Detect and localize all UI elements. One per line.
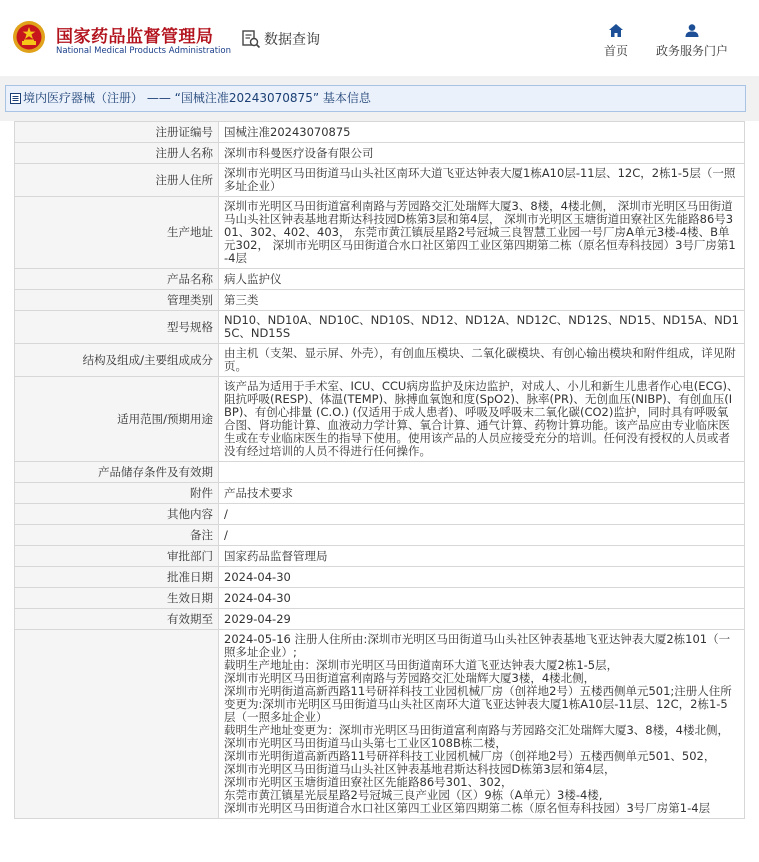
table-row xyxy=(15,290,745,311)
detail-table xyxy=(14,121,745,819)
table-row xyxy=(15,269,745,290)
field-label: 注册证编号 xyxy=(15,122,219,143)
table-row xyxy=(15,588,745,609)
list-icon xyxy=(10,93,21,104)
table-row xyxy=(15,344,745,377)
field-label: 备注 xyxy=(15,525,219,546)
field-label: 结构及组成/主要组成成分 xyxy=(15,344,219,377)
table-row xyxy=(15,525,745,546)
field-label: 产品储存条件及有效期 xyxy=(15,462,219,483)
field-value: 国家药品监督管理局 xyxy=(219,546,745,567)
table-row xyxy=(15,462,745,483)
field-label: 产品名称 xyxy=(15,269,219,290)
nav-portal-label: 政务服务门户 xyxy=(656,44,729,58)
user-icon xyxy=(685,24,699,37)
site-title-cn[interactable]: 国家药品监督管理局 xyxy=(56,27,214,47)
breadcrumb-text: 境内医疗器械（注册） —— “国械注准20243070875” 基本信息 xyxy=(23,91,371,105)
field-label xyxy=(15,630,219,819)
field-value: 深圳市光明区马田街道富利南路与芳园路交汇处瑞辉大厦3、8楼，4楼北侧， 深圳市光明区马田街道马山头社区钟表基地君斯达科技园D栋第3层和第4层， 深圳市光明区玉塘街道田寮社区先能路86号301、302、402、403， 东莞市黄江镇辰星路2号冠城三良智慧工业园一号厂房A单元3楼-4楼、B单元302， 深圳市光明区马田街道合水口社区第四工业区第四期第二栋（原名恒寿科技园）3号厂房第1-4层 xyxy=(219,197,745,269)
breadcrumb-bar xyxy=(0,76,759,121)
field-value xyxy=(219,462,745,483)
field-label: 管理类别 xyxy=(15,290,219,311)
field-label: 型号规格 xyxy=(15,311,219,344)
table-row xyxy=(15,164,745,197)
field-value: 由主机（支架、显示屏、外壳），有创血压模块、二氧化碳模块、有创心输出模块和附件组成，详见附页。 xyxy=(219,344,745,377)
field-label: 批准日期 xyxy=(15,567,219,588)
field-value: 该产品为适用于手术室、ICU、CCU病房监护及床边监护，对成人、小儿和新生儿患者作心电(ECG)、阻抗呼吸(RESP)、体温(TEMP)、脉搏血氧饱和度(SpO2)、脉率(PR)、无创血压(NIBP)、有创血压(IBP)、有创心排量 (C.O.) (仅适用于成人患者)、呼吸及呼吸末二氧化碳(CO2)监护，同时具有呼吸氧合图、肾功能计算、血液动力学计算、氧合计算、通气计算、药物计算功能。该产品应由专业临床医生或在专业临床医生的指导下使用。使用该产品的人员应接受充分的培训。任何没有授权的人员或者没有经过培训的人员不得进行任何操作。 xyxy=(219,377,745,462)
field-value: 国械注准20243070875 xyxy=(219,122,745,143)
field-value: / xyxy=(219,504,745,525)
field-label: 注册人名称 xyxy=(15,143,219,164)
site-header xyxy=(0,0,759,76)
field-label: 注册人住所 xyxy=(15,164,219,197)
table-row xyxy=(15,143,745,164)
table-row xyxy=(15,377,745,462)
field-label: 生效日期 xyxy=(15,588,219,609)
field-label: 审批部门 xyxy=(15,546,219,567)
national-emblem-icon xyxy=(12,20,46,54)
breadcrumb xyxy=(5,85,746,112)
field-value: 2029-04-29 xyxy=(219,609,745,630)
table-row xyxy=(15,546,745,567)
nav-home-label: 首页 xyxy=(604,44,629,58)
field-value: 病人监护仪 xyxy=(219,269,745,290)
nav-service-portal[interactable] xyxy=(656,24,728,59)
nav-home[interactable] xyxy=(604,24,628,59)
table-row xyxy=(15,504,745,525)
site-title-en: National Medical Products Administration xyxy=(56,46,231,56)
change-history-value: 2024-05-16 注册人住所由:深圳市光明区马田街道马山头社区钟表基地飞亚达钟表大厦2栋101（一照多址企业）; 载明生产地址由：深圳市光明区马田街道南环大道飞亚达钟表大厦2栋1-5层， 深圳市光明区马田街道富利南路与芳园路交汇处瑞辉大厦3楼，4楼北侧， 深圳市光明街道高新西路11号研祥科技工业园机械厂房（创祥地2号）五楼西侧单元501;注册人住所变更为:深圳市光明区马田街道马山头社区南环大道飞亚达钟表大厦1栋A10层-11层、12C，2栋1-5层（一照多址企业） 载明生产地址变更为：深圳市光明区马田街道富利南路与芳园路交汇处瑞辉大厦3、8楼，4楼北侧， 深圳市光明区马田街道马山头第七工业区108B栋二楼， 深圳市光明街道高新西路11号研祥科技工业园机械厂房（创祥地2号）五楼西侧单元501、502， 深圳市光明区马田街道马山头社区钟表基地君斯达科技园D栋第3层和第4层， 深圳市光明区玉塘街道田寮社区先能路86号301、302， 东莞市黄江镇星光辰星路2号冠城三良产业园（区）9栋（A单元）3楼-4楼, 深圳市光明区马田街道合水口社区第四工业区第四期第二栋（原名恒寿科技园）3号厂房第1-4层 xyxy=(219,630,745,819)
table-row xyxy=(15,483,745,504)
table-row xyxy=(15,567,745,588)
home-icon xyxy=(609,24,623,37)
field-label: 生产地址 xyxy=(15,197,219,269)
data-query-link[interactable] xyxy=(241,29,320,49)
table-row xyxy=(15,609,745,630)
table-row xyxy=(15,630,745,819)
data-query-label: 数据查询 xyxy=(264,32,320,48)
field-value: 深圳市光明区马田街道马山头社区南环大道飞亚达钟表大厦1栋A10层-11层、12C，2栋1-5层（一照多址企业） xyxy=(219,164,745,197)
field-value: 第三类 xyxy=(219,290,745,311)
table-row xyxy=(15,311,745,344)
field-value: 2024-04-30 xyxy=(219,567,745,588)
document-search-icon xyxy=(241,29,261,49)
field-label: 有效期至 xyxy=(15,609,219,630)
field-label: 其他内容 xyxy=(15,504,219,525)
field-value: ND10、ND10A、ND10C、ND10S、ND12、ND12A、ND12C、ND12S、ND15、ND15A、ND15C、ND15S xyxy=(219,311,745,344)
field-value: / xyxy=(219,525,745,546)
table-row xyxy=(15,197,745,269)
field-value: 深圳市科曼医疗设备有限公司 xyxy=(219,143,745,164)
field-label: 适用范围/预期用途 xyxy=(15,377,219,462)
field-label: 附件 xyxy=(15,483,219,504)
table-row xyxy=(15,122,745,143)
field-value: 2024-04-30 xyxy=(219,588,745,609)
field-value: 产品技术要求 xyxy=(219,483,745,504)
